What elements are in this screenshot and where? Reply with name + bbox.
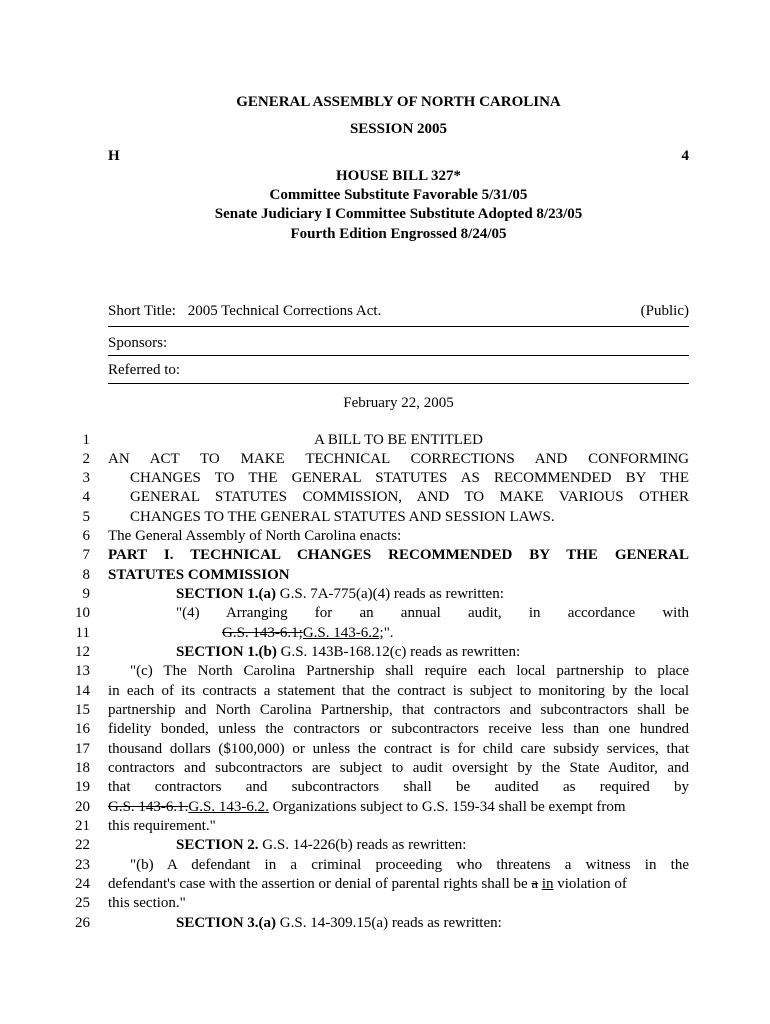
act-title-line: CHANGES TO THE GENERAL STATUTES AND SESSION LAWS.	[130, 509, 555, 525]
short-title-value: 2005 Technical Corrections Act.	[187, 303, 382, 319]
deleted-text: G.S. 143-6.1;	[222, 625, 303, 641]
section-line	[176, 837, 689, 854]
line-number: 20	[75, 799, 90, 815]
inserted-text: G.S. 143-6.2.	[188, 799, 269, 815]
line-number: 3	[82, 470, 90, 486]
statute-text: partnership and North Carolina Partnership, that contractors and subcontractors shall be	[108, 702, 689, 718]
section-line	[176, 915, 689, 932]
section-text: G.S. 14-309.15(a) reads as rewritten:	[279, 915, 502, 931]
section-line	[176, 586, 689, 603]
history-line-2: Senate Judiciary I Committee Substitute Adopted 8/23/05	[214, 206, 583, 222]
statute-text: this requirement."	[108, 818, 216, 834]
statute-text: contractors and subcontractors are subject to audit oversight by the State Auditor, and	[108, 760, 689, 776]
statute-text: thousand dollars ($100,000) or unless the contract is for child care subsidy services, that	[108, 741, 689, 757]
referred-label: Referred to:	[108, 362, 181, 378]
bill-heading: A BILL TO BE ENTITLED	[314, 432, 483, 448]
line-number: 18	[75, 760, 90, 776]
section-text: G.S. 14-226(b) reads as rewritten:	[262, 837, 467, 853]
divider	[108, 383, 689, 384]
section-label: SECTION 1.(a)	[176, 586, 277, 602]
statute-text-head: defendant's case with the assertion or denial of parental rights shall be	[108, 876, 528, 892]
statute-text: fidelity bonded, unless the contractors or subcontractors receive less than one hundred	[108, 721, 689, 737]
line-number: 2	[82, 451, 90, 467]
line-number: 5	[82, 509, 90, 525]
statute-text: "(b) A defendant in a criminal proceeding who threatens a witness in the	[130, 857, 689, 873]
line-number: 15	[75, 702, 90, 718]
part-heading: STATUTES COMMISSION	[108, 567, 290, 583]
line-number: 10	[75, 605, 90, 621]
act-title-line: AN ACT TO MAKE TECHNICAL CORRECTIONS AND CONFORMING	[108, 451, 689, 467]
act-title-line: CHANGES TO THE GENERAL STATUTES AS RECOMMENDED BY THE	[130, 470, 689, 486]
line-number: 9	[82, 586, 90, 602]
statute-text: in each of its contracts a statement that the contract is subject to monitoring by the local	[108, 683, 689, 699]
statute-text-tail: Organizations subject to G.S. 159-34 shall be exempt from	[272, 799, 626, 815]
line-number: 8	[82, 567, 90, 583]
edition-number: 4	[681, 148, 689, 164]
line-number: 16	[75, 721, 90, 737]
line-number: 23	[75, 857, 90, 873]
section-label: SECTION 3.(a)	[176, 915, 277, 931]
statute-text: "(4) Arranging for an annual audit, in accordance with	[176, 605, 689, 621]
deleted-text: G.S. 143-6.1.	[108, 799, 189, 815]
section-label: SECTION 1.(b)	[176, 644, 277, 660]
line-number: 19	[75, 779, 90, 795]
inserted-text: in	[541, 876, 554, 892]
sponsors-label: Sponsors:	[108, 335, 168, 351]
history-line-1: Committee Substitute Favorable 5/31/05	[269, 187, 528, 203]
referred-row	[108, 362, 689, 379]
part-heading: PART I. TECHNICAL CHANGES RECOMMENDED BY THE GENERAL	[108, 547, 689, 563]
divider	[108, 355, 689, 356]
assembly-heading: GENERAL ASSEMBLY OF NORTH CAROLINA	[236, 94, 561, 110]
enacting-clause: The General Assembly of North Carolina enacts:	[108, 528, 402, 544]
line-number: 13	[75, 663, 90, 679]
statute-text: "(c) The North Carolina Partnership shall require each local partnership to place	[130, 663, 689, 679]
bill-code-row	[108, 148, 689, 165]
section-label: SECTION 2.	[176, 837, 259, 853]
line-number: 17	[75, 741, 90, 757]
deleted-text: a	[531, 876, 539, 892]
line-number: 4	[82, 489, 90, 505]
short-title-row	[108, 303, 689, 320]
bill-title: HOUSE BILL 327*	[335, 168, 462, 184]
statute-text: this section."	[108, 895, 186, 911]
act-title-line: GENERAL STATUTES COMMISSION, AND TO MAKE VARIOUS OTHER	[130, 489, 689, 505]
divider	[108, 326, 689, 327]
session-heading: SESSION 2005	[349, 121, 448, 137]
line-number: 1	[82, 432, 90, 448]
sponsors-row	[108, 335, 689, 352]
chamber-code: H	[108, 148, 120, 164]
history-line-3: Fourth Edition Engrossed 8/24/05	[290, 226, 507, 242]
line-number: 6	[82, 528, 90, 544]
line-number: 12	[75, 644, 90, 660]
short-title-label: Short Title:	[108, 303, 176, 319]
section-text: G.S. 143B-168.12(c) reads as rewritten:	[280, 644, 521, 660]
section-text: G.S. 7A-775(a)(4) reads as rewritten:	[279, 586, 504, 602]
public-label: (Public)	[640, 303, 689, 319]
line-number: 26	[75, 915, 90, 931]
line-number: 7	[82, 547, 90, 563]
line-number: 21	[75, 818, 90, 834]
statute-text	[108, 876, 689, 893]
statute-text	[108, 799, 689, 816]
statute-text: that contractors and subcontractors shall be audited as required by	[108, 779, 689, 795]
statute-text	[222, 625, 689, 642]
section-line	[176, 644, 689, 661]
filed-date: February 22, 2005	[343, 395, 454, 411]
line-number: 11	[75, 625, 90, 641]
statute-text-tail: violation of	[557, 876, 627, 892]
line-number: 25	[75, 895, 90, 911]
line-number: 14	[75, 683, 90, 699]
statute-text-tail: ".	[383, 625, 394, 641]
inserted-text: G.S. 143-6.2;	[302, 625, 384, 641]
line-number: 24	[75, 876, 90, 892]
line-number: 22	[75, 837, 90, 853]
